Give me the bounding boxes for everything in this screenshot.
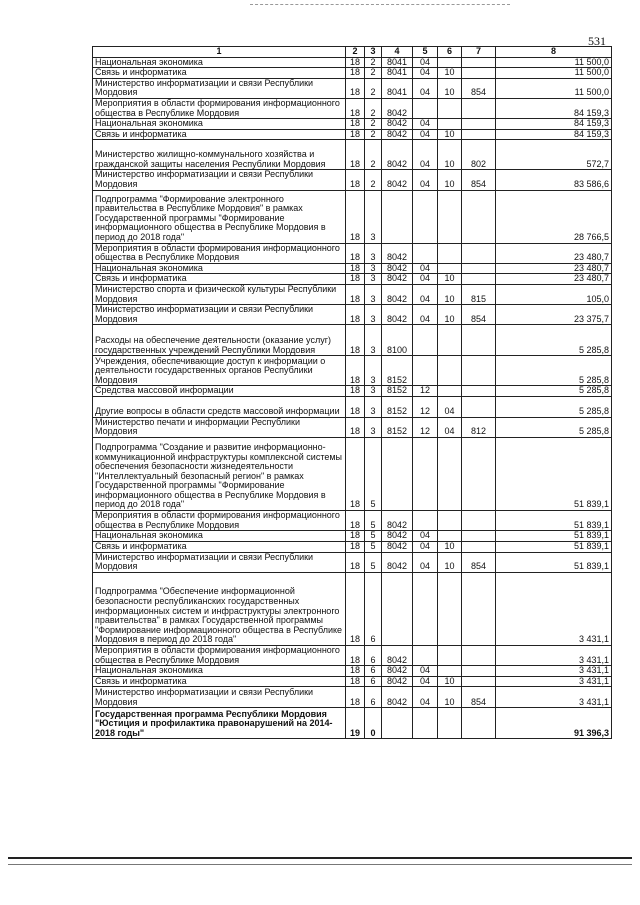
table-cell: 2 bbox=[365, 98, 382, 118]
table-cell: 6 bbox=[365, 676, 382, 687]
table-cell: 51 839,1 bbox=[496, 541, 612, 552]
table-cell bbox=[438, 57, 462, 68]
table-cell: 04 bbox=[413, 274, 438, 285]
table-cell: 84 159,3 bbox=[496, 98, 612, 118]
row-label: Министерство спорта и физической культуры Республики Мордовия bbox=[93, 284, 346, 304]
table-cell: 854 bbox=[462, 552, 496, 572]
header-cell: 3 bbox=[365, 47, 382, 58]
table-cell: 802 bbox=[462, 140, 496, 170]
table-cell: 18 bbox=[346, 284, 365, 304]
table-cell: 3 bbox=[365, 305, 382, 325]
table-cell bbox=[462, 708, 496, 739]
table-cell: 3 bbox=[365, 396, 382, 417]
table-row bbox=[93, 438, 612, 511]
table-cell: 18 bbox=[346, 243, 365, 263]
table-cell: 3 431,1 bbox=[496, 676, 612, 687]
table-cell: 8042 bbox=[382, 305, 413, 325]
row-label: Национальная экономика bbox=[93, 666, 346, 677]
table-cell: 18 bbox=[346, 129, 365, 140]
table-cell: 3 431,1 bbox=[496, 687, 612, 708]
table-cell: 6 bbox=[365, 646, 382, 666]
table-row bbox=[93, 190, 612, 243]
table-row bbox=[93, 666, 612, 677]
table-cell: 854 bbox=[462, 687, 496, 708]
table-cell bbox=[462, 438, 496, 511]
table-cell bbox=[462, 386, 496, 397]
table-cell: 18 bbox=[346, 552, 365, 572]
table-cell: 5 bbox=[365, 541, 382, 552]
table-row bbox=[93, 356, 612, 386]
table-cell: 854 bbox=[462, 305, 496, 325]
table-cell: 2 bbox=[365, 129, 382, 140]
table-cell: 12 bbox=[413, 386, 438, 397]
table-cell bbox=[438, 708, 462, 739]
table-row bbox=[93, 68, 612, 79]
table-cell bbox=[438, 325, 462, 356]
table-cell: 10 bbox=[438, 284, 462, 304]
table-row bbox=[93, 129, 612, 140]
table-cell bbox=[462, 646, 496, 666]
row-label: Средства массовой информации bbox=[93, 386, 346, 397]
table-cell: 10 bbox=[438, 170, 462, 190]
table-cell bbox=[382, 573, 413, 646]
table-cell bbox=[413, 243, 438, 263]
table-cell: 18 bbox=[346, 438, 365, 511]
table-cell: 8042 bbox=[382, 129, 413, 140]
table-cell: 18 bbox=[346, 325, 365, 356]
table-cell: 04 bbox=[413, 305, 438, 325]
table-cell: 10 bbox=[438, 541, 462, 552]
table-cell: 10 bbox=[438, 676, 462, 687]
table-row bbox=[93, 396, 612, 417]
table-cell: 18 bbox=[346, 646, 365, 666]
table-cell: 5 285,8 bbox=[496, 386, 612, 397]
table-cell: 04 bbox=[413, 119, 438, 130]
table-cell: 3 bbox=[365, 417, 382, 437]
table-cell: 812 bbox=[462, 417, 496, 437]
table-cell: 3 bbox=[365, 190, 382, 243]
table-cell: 23 480,7 bbox=[496, 263, 612, 274]
table-cell bbox=[462, 263, 496, 274]
table-cell: 18 bbox=[346, 305, 365, 325]
table-cell: 12 bbox=[413, 417, 438, 437]
row-label: Мероприятия в области формирования информационного общества в Республике Мордовия bbox=[93, 511, 346, 531]
table-cell: 04 bbox=[438, 396, 462, 417]
table-cell: 3 431,1 bbox=[496, 646, 612, 666]
table-cell: 10 bbox=[438, 305, 462, 325]
table-cell bbox=[438, 666, 462, 677]
table-cell: 3 bbox=[365, 243, 382, 263]
table-cell: 84 159,3 bbox=[496, 119, 612, 130]
table-cell: 04 bbox=[413, 666, 438, 677]
table-cell: 10 bbox=[438, 140, 462, 170]
table-cell: 10 bbox=[438, 274, 462, 285]
row-label: Связь и информатика bbox=[93, 129, 346, 140]
table-row bbox=[93, 78, 612, 98]
table-cell: 23 480,7 bbox=[496, 274, 612, 285]
table-cell: 18 bbox=[346, 170, 365, 190]
table-cell bbox=[438, 263, 462, 274]
table-cell: 3 bbox=[365, 274, 382, 285]
table-cell bbox=[438, 190, 462, 243]
row-label: Министерство жилищно-коммунального хозяйства и гражданской защиты населения Республики Мордовия bbox=[93, 140, 346, 170]
table-cell: 10 bbox=[438, 129, 462, 140]
table-cell bbox=[462, 57, 496, 68]
row-label: Подпрограмма "Создание и развитие информационно-коммуникационной инфраструктуры комплексной системы обеспечения безопасности жизнедеятельности "Интеллектуальный безопасный регион" в рамках Государственной программы "Формирование информационного общества в Республике Мордовия в период до 2018 года" bbox=[93, 438, 346, 511]
table-cell: 2 bbox=[365, 119, 382, 130]
table-cell: 18 bbox=[346, 573, 365, 646]
table-cell: 18 bbox=[346, 386, 365, 397]
table-row bbox=[93, 170, 612, 190]
table-cell: 18 bbox=[346, 263, 365, 274]
table-cell: 04 bbox=[413, 78, 438, 98]
header-cell: 4 bbox=[382, 47, 413, 58]
row-label: Связь и информатика bbox=[93, 274, 346, 285]
table-cell bbox=[382, 438, 413, 511]
table-row bbox=[93, 305, 612, 325]
header-cell: 2 bbox=[346, 47, 365, 58]
table-cell bbox=[438, 438, 462, 511]
table-cell: 51 839,1 bbox=[496, 511, 612, 531]
table-cell: 18 bbox=[346, 396, 365, 417]
row-label: Министерство информатизации и связи Республики Мордовия bbox=[93, 305, 346, 325]
table-row bbox=[93, 573, 612, 646]
table-row bbox=[93, 284, 612, 304]
table-cell: 5 285,8 bbox=[496, 396, 612, 417]
row-label: Другие вопросы в области средств массовой информации bbox=[93, 396, 346, 417]
table-cell: 8042 bbox=[382, 284, 413, 304]
row-label: Связь и информатика bbox=[93, 676, 346, 687]
table-cell: 10 bbox=[438, 78, 462, 98]
row-label: Министерство печати и информации Республики Мордовия bbox=[93, 417, 346, 437]
table-cell: 8042 bbox=[382, 666, 413, 677]
row-label: Мероприятия в области формирования информационного общества в Республике Мордовия bbox=[93, 243, 346, 263]
table-cell: 8042 bbox=[382, 646, 413, 666]
budget-table bbox=[92, 46, 612, 739]
table-row bbox=[93, 386, 612, 397]
table-cell: 04 bbox=[413, 284, 438, 304]
table-cell: 2 bbox=[365, 140, 382, 170]
table-cell: 12 bbox=[413, 396, 438, 417]
table-cell: 04 bbox=[438, 417, 462, 437]
table-cell: 6 bbox=[365, 573, 382, 646]
table-cell: 04 bbox=[413, 676, 438, 687]
table-cell: 10 bbox=[438, 552, 462, 572]
header-cell: 6 bbox=[438, 47, 462, 58]
table-cell bbox=[413, 646, 438, 666]
row-label: Национальная экономика bbox=[93, 119, 346, 130]
table-cell bbox=[438, 98, 462, 118]
table-cell bbox=[462, 531, 496, 542]
row-label: Министерство информатизации и связи Республики Мордовия bbox=[93, 78, 346, 98]
table-cell bbox=[462, 676, 496, 687]
row-label: Связь и информатика bbox=[93, 541, 346, 552]
table-row bbox=[93, 646, 612, 666]
table-cell: 8042 bbox=[382, 263, 413, 274]
table-cell bbox=[438, 119, 462, 130]
table-cell: 18 bbox=[346, 119, 365, 130]
row-label: Государственная программа Республики Мордовия "Юстиция и профилактика правонарушений на 2014-2018 годы" bbox=[93, 708, 346, 739]
table-cell: 815 bbox=[462, 284, 496, 304]
table-cell: 04 bbox=[413, 541, 438, 552]
table-cell: 18 bbox=[346, 541, 365, 552]
header-cell: 1 bbox=[93, 47, 346, 58]
header-cell: 8 bbox=[496, 47, 612, 58]
table-cell: 8042 bbox=[382, 274, 413, 285]
table-cell: 51 839,1 bbox=[496, 438, 612, 511]
table-cell bbox=[462, 274, 496, 285]
table-cell: 8152 bbox=[382, 396, 413, 417]
table-cell: 5 285,8 bbox=[496, 325, 612, 356]
table-cell bbox=[462, 98, 496, 118]
table-cell bbox=[413, 190, 438, 243]
row-label: Национальная экономика bbox=[93, 57, 346, 68]
table-cell: 8042 bbox=[382, 552, 413, 572]
table-cell: 04 bbox=[413, 531, 438, 542]
table-cell: 8042 bbox=[382, 170, 413, 190]
table-cell: 5 bbox=[365, 531, 382, 542]
table-cell bbox=[462, 243, 496, 263]
table-row bbox=[93, 325, 612, 356]
table-cell bbox=[462, 325, 496, 356]
table-cell: 18 bbox=[346, 687, 365, 708]
table-cell bbox=[438, 531, 462, 542]
table-cell: 84 159,3 bbox=[496, 129, 612, 140]
table-cell: 18 bbox=[346, 57, 365, 68]
table-cell: 5 bbox=[365, 438, 382, 511]
table-cell: 8042 bbox=[382, 541, 413, 552]
table-cell: 2 bbox=[365, 57, 382, 68]
table-cell: 18 bbox=[346, 274, 365, 285]
table-cell bbox=[438, 511, 462, 531]
table-cell: 3 bbox=[365, 325, 382, 356]
table-cell: 19 bbox=[346, 708, 365, 739]
header-row bbox=[93, 47, 612, 58]
table-row bbox=[93, 119, 612, 130]
table-cell: 8042 bbox=[382, 676, 413, 687]
table-cell: 5 285,8 bbox=[496, 356, 612, 386]
table-cell: 11 500,0 bbox=[496, 78, 612, 98]
table-cell: 8041 bbox=[382, 57, 413, 68]
row-label: Учреждения, обеспечивающие доступ к информации о деятельности государственных органов Республики Мордовия bbox=[93, 356, 346, 386]
table-row bbox=[93, 98, 612, 118]
bottom-rule-thin bbox=[8, 864, 632, 865]
header-cell: 5 bbox=[413, 47, 438, 58]
row-label: Подпрограмма "Обеспечение информационной безопасности республиканских государственных информационных систем и инфраструктуры электронного правительства" в рамках Государственной программы "Формирование информационного общества в Республике Мордовия в период до 2018 года" bbox=[93, 573, 346, 646]
table-cell: 23 375,7 bbox=[496, 305, 612, 325]
table-cell bbox=[438, 243, 462, 263]
table-cell: 6 bbox=[365, 666, 382, 677]
table-cell: 10 bbox=[438, 68, 462, 79]
table-cell bbox=[413, 98, 438, 118]
table-cell: 854 bbox=[462, 78, 496, 98]
table-cell: 04 bbox=[413, 68, 438, 79]
row-label: Расходы на обеспечение деятельности (оказание услуг) государственных учреждений Республики Мордовия bbox=[93, 325, 346, 356]
table-cell: 3 bbox=[365, 263, 382, 274]
table-cell: 18 bbox=[346, 511, 365, 531]
table-row bbox=[93, 708, 612, 739]
table-cell: 8042 bbox=[382, 511, 413, 531]
table-cell: 8042 bbox=[382, 243, 413, 263]
table-cell bbox=[462, 396, 496, 417]
table-cell: 28 766,5 bbox=[496, 190, 612, 243]
table-row bbox=[93, 243, 612, 263]
header-cell: 7 bbox=[462, 47, 496, 58]
table-cell: 04 bbox=[413, 687, 438, 708]
table-cell bbox=[462, 541, 496, 552]
table-cell: 18 bbox=[346, 417, 365, 437]
table-cell: 2 bbox=[365, 68, 382, 79]
table-cell: 854 bbox=[462, 170, 496, 190]
table-cell: 91 396,3 bbox=[496, 708, 612, 739]
table-cell bbox=[462, 190, 496, 243]
table-cell bbox=[413, 511, 438, 531]
row-label: Мероприятия в области формирования информационного общества в Республике Мордовия bbox=[93, 646, 346, 666]
row-label: Связь и информатика bbox=[93, 68, 346, 79]
table-cell bbox=[382, 190, 413, 243]
table-cell: 18 bbox=[346, 190, 365, 243]
table-cell: 11 500,0 bbox=[496, 57, 612, 68]
table-cell: 18 bbox=[346, 356, 365, 386]
table-cell: 5 285,8 bbox=[496, 417, 612, 437]
table-cell: 8042 bbox=[382, 98, 413, 118]
table-row bbox=[93, 417, 612, 437]
table-cell: 8152 bbox=[382, 386, 413, 397]
table-cell: 18 bbox=[346, 676, 365, 687]
table-row bbox=[93, 140, 612, 170]
table-cell: 8042 bbox=[382, 531, 413, 542]
table-cell: 18 bbox=[346, 666, 365, 677]
table-cell: 51 839,1 bbox=[496, 531, 612, 542]
row-label: Министерство информатизации и связи Республики Мордовия bbox=[93, 687, 346, 708]
table-cell: 51 839,1 bbox=[496, 552, 612, 572]
table-row bbox=[93, 263, 612, 274]
table-cell: 04 bbox=[413, 57, 438, 68]
table-cell bbox=[413, 573, 438, 646]
table-row bbox=[93, 541, 612, 552]
table-cell: 105,0 bbox=[496, 284, 612, 304]
table-cell: 04 bbox=[413, 552, 438, 572]
table-cell: 18 bbox=[346, 531, 365, 542]
table-cell: 5 bbox=[365, 511, 382, 531]
table-cell: 8042 bbox=[382, 119, 413, 130]
table-cell: 04 bbox=[413, 129, 438, 140]
table-cell bbox=[462, 68, 496, 79]
table-cell bbox=[462, 666, 496, 677]
table-cell: 2 bbox=[365, 78, 382, 98]
table-row bbox=[93, 511, 612, 531]
table-cell: 18 bbox=[346, 98, 365, 118]
table-cell bbox=[438, 646, 462, 666]
table-cell: 2 bbox=[365, 170, 382, 190]
table-cell: 8152 bbox=[382, 356, 413, 386]
table-cell: 8042 bbox=[382, 687, 413, 708]
table-row bbox=[93, 687, 612, 708]
table-cell bbox=[438, 356, 462, 386]
table-cell: 8100 bbox=[382, 325, 413, 356]
row-label: Министерство информатизации и связи Республики Мордовия bbox=[93, 170, 346, 190]
table-cell: 23 480,7 bbox=[496, 243, 612, 263]
table-cell: 04 bbox=[413, 263, 438, 274]
table-cell: 18 bbox=[346, 68, 365, 79]
table-cell: 6 bbox=[365, 687, 382, 708]
table-cell bbox=[413, 325, 438, 356]
table-cell: 8152 bbox=[382, 417, 413, 437]
table-cell: 83 586,6 bbox=[496, 170, 612, 190]
table-cell: 3 431,1 bbox=[496, 666, 612, 677]
table-cell: 3 bbox=[365, 284, 382, 304]
row-label: Подпрограмма "Формирование электронного правительства в Республике Мордовия" в рамках Государственной программы "Формирование информационного общества в Республике Мордовия в период до 2018 года" bbox=[93, 190, 346, 243]
table-cell: 11 500,0 bbox=[496, 68, 612, 79]
table-cell: 8042 bbox=[382, 140, 413, 170]
table-cell: 8041 bbox=[382, 68, 413, 79]
bottom-rule bbox=[8, 857, 632, 859]
table-cell bbox=[438, 573, 462, 646]
table-cell bbox=[413, 438, 438, 511]
table-cell: 5 bbox=[365, 552, 382, 572]
table-cell: 18 bbox=[346, 140, 365, 170]
table-row bbox=[93, 676, 612, 687]
row-label: Национальная экономика bbox=[93, 531, 346, 542]
table-cell bbox=[438, 386, 462, 397]
table-cell: 10 bbox=[438, 687, 462, 708]
table-cell: 04 bbox=[413, 170, 438, 190]
table-cell bbox=[462, 119, 496, 130]
row-label: Мероприятия в области формирования информационного общества в Республике Мордовия bbox=[93, 98, 346, 118]
table-cell: 3 bbox=[365, 386, 382, 397]
table-cell: 3 bbox=[365, 356, 382, 386]
table-cell: 0 bbox=[365, 708, 382, 739]
table-cell: 04 bbox=[413, 140, 438, 170]
table-row bbox=[93, 552, 612, 572]
page-number: 531 bbox=[588, 34, 606, 48]
table-cell bbox=[382, 708, 413, 739]
table-cell bbox=[462, 356, 496, 386]
table-row bbox=[93, 274, 612, 285]
table-row bbox=[93, 57, 612, 68]
table-cell bbox=[462, 573, 496, 646]
table-cell bbox=[462, 129, 496, 140]
table-row bbox=[93, 531, 612, 542]
table-cell: 572,7 bbox=[496, 140, 612, 170]
table-cell: 8041 bbox=[382, 78, 413, 98]
row-label: Министерство информатизации и связи Республики Мордовия bbox=[93, 552, 346, 572]
row-label: Национальная экономика bbox=[93, 263, 346, 274]
table-cell: 18 bbox=[346, 78, 365, 98]
table-cell bbox=[413, 356, 438, 386]
table-cell bbox=[462, 511, 496, 531]
top-scan-line bbox=[250, 4, 510, 5]
table-cell: 3 431,1 bbox=[496, 573, 612, 646]
table-cell bbox=[413, 708, 438, 739]
